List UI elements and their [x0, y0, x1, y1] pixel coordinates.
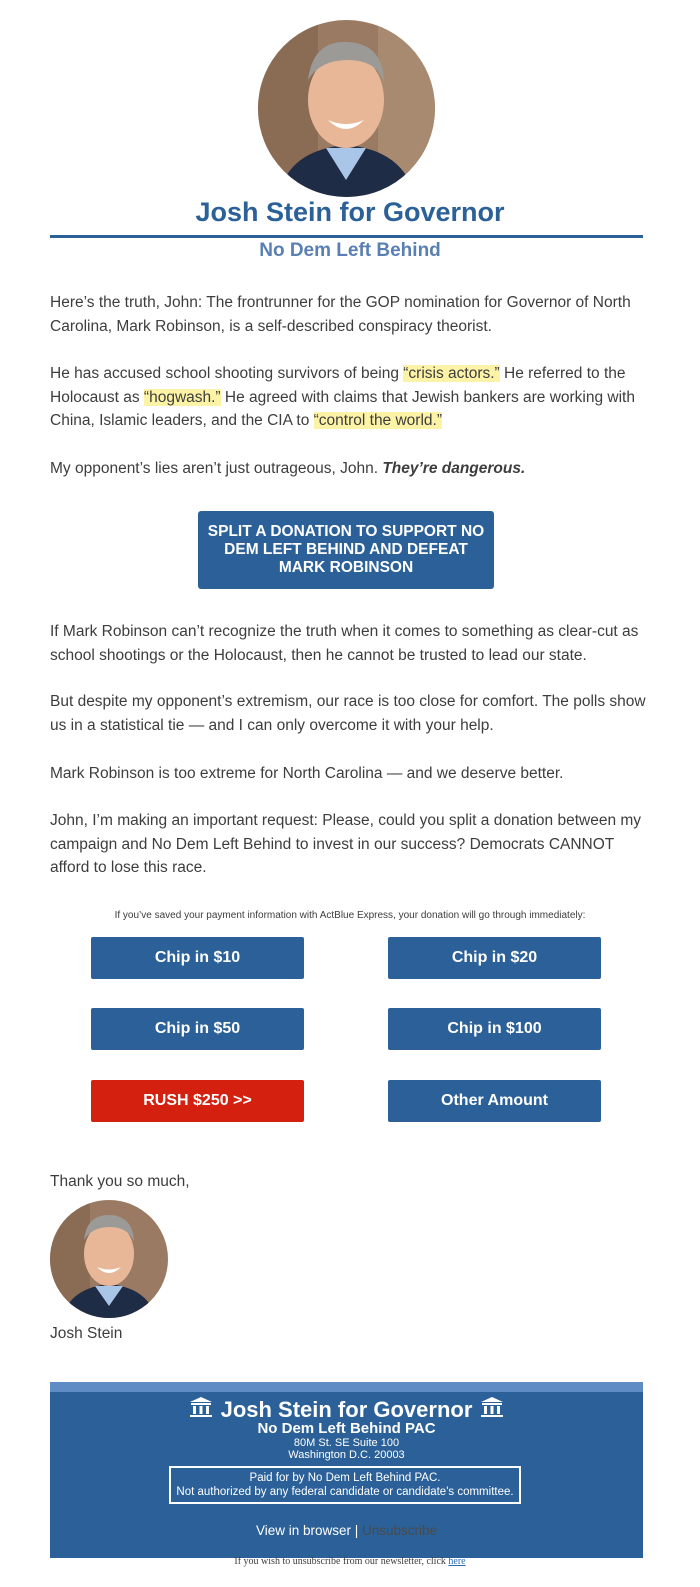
- chip-in-20-button[interactable]: Chip in $20: [388, 937, 601, 979]
- unsubscribe-note-text: If you wish to unsubscribe from our newsletter, click: [234, 1556, 449, 1567]
- cta-label: SPLIT A DONATION TO SUPPORT NO DEM LEFT BEHIND AND DEFEAT MARK ROBINSON: [207, 523, 485, 576]
- footer: [50, 1382, 643, 1558]
- signoff-thanks: Thank you so much,: [50, 1173, 190, 1190]
- paragraph-1: Here’s the truth, John: The frontrunner for the GOP nomination for Governor of North Carolina, Mark Robinson, is a self-described conspiracy theorist.: [50, 294, 631, 335]
- signature-photo: [50, 1200, 168, 1318]
- rush-250-button[interactable]: RUSH $250 >>: [91, 1080, 304, 1122]
- unsubscribe-link[interactable]: Unsubscribe: [362, 1523, 438, 1538]
- title-divider: [50, 235, 643, 238]
- candidate-photo: [258, 20, 435, 197]
- actblue-note: If you’ve saved your payment information with ActBlue Express, your donation will go through immediately:: [114, 910, 586, 921]
- chip-in-10-button[interactable]: Chip in $10: [91, 937, 304, 979]
- page-subtitle: No Dem Left Behind: [259, 240, 441, 261]
- highlight-quote: “hogwash.”: [143, 388, 221, 406]
- emphasis-text: They’re dangerous.: [382, 460, 526, 477]
- unsubscribe-note: [0, 1556, 700, 1567]
- highlight-quote: “crisis actors.”: [403, 365, 500, 382]
- footer-links: [50, 1523, 643, 1538]
- other-amount-button[interactable]: Other Amount: [388, 1080, 601, 1122]
- view-in-browser-link[interactable]: View in browser: [255, 1523, 351, 1538]
- paragraph-6: Mark Robinson is too extreme for North Carolina — and we deserve better.: [50, 765, 564, 782]
- paragraph-7: John, I’m making an important request: Please, could you split a donation between my campaign and No Dem Left Behind to invest in our success? Democrats CANNOT afford to lose this race.: [50, 812, 642, 876]
- paragraph-3: [50, 457, 650, 481]
- paid-for-line: Paid for by No Dem Left Behind PAC.: [249, 1472, 441, 1484]
- paragraph-5: But despite my opponent’s extremism, our race is too close for comfort. The polls show us in a statistical tie — and I can only overcome it with your help.: [50, 693, 646, 734]
- unsubscribe-here-link[interactable]: here: [448, 1556, 466, 1567]
- footer-address-line1: 80M St. SE Suite 100: [293, 1437, 400, 1449]
- not-authorized-line: Not authorized by any federal candidate or candidate's committee.: [176, 1486, 514, 1498]
- paragraph-4: If Mark Robinson can’t recognize the truth when it comes to something as clear-cut as school shootings or the Holocaust, then he cannot be trusted to lead our state.: [50, 623, 639, 664]
- footer-accent-bar: [50, 1382, 643, 1392]
- chip-in-50-button[interactable]: Chip in $50: [91, 1008, 304, 1050]
- text-span: He agreed with claims that Jewish bankers are working with China, Islamic leaders, and the CIA to: [50, 388, 635, 429]
- footer-title-text: Josh Stein for Governor: [220, 1397, 473, 1422]
- paragraph-2: [50, 362, 650, 433]
- chip-in-100-button[interactable]: Chip in $100: [388, 1008, 601, 1050]
- paid-for-by-box: [169, 1466, 521, 1504]
- text-span: He has accused school shooting survivors of being: [50, 365, 404, 382]
- footer-address-line2: Washington D.C. 20003: [288, 1449, 405, 1461]
- text-span: My opponent’s lies aren’t just outrageous, John.: [50, 460, 383, 477]
- page-title: Josh Stein for Governor: [195, 197, 505, 227]
- signoff-name: Josh Stein: [50, 1325, 123, 1342]
- text-span: He referred to the Holocaust as: [50, 365, 626, 406]
- link-separator: |: [350, 1523, 362, 1538]
- split-donation-button[interactable]: [198, 511, 494, 589]
- highlight-quote: “control the world.”: [313, 412, 442, 429]
- footer-pac-name: No Dem Left Behind PAC: [257, 1420, 436, 1437]
